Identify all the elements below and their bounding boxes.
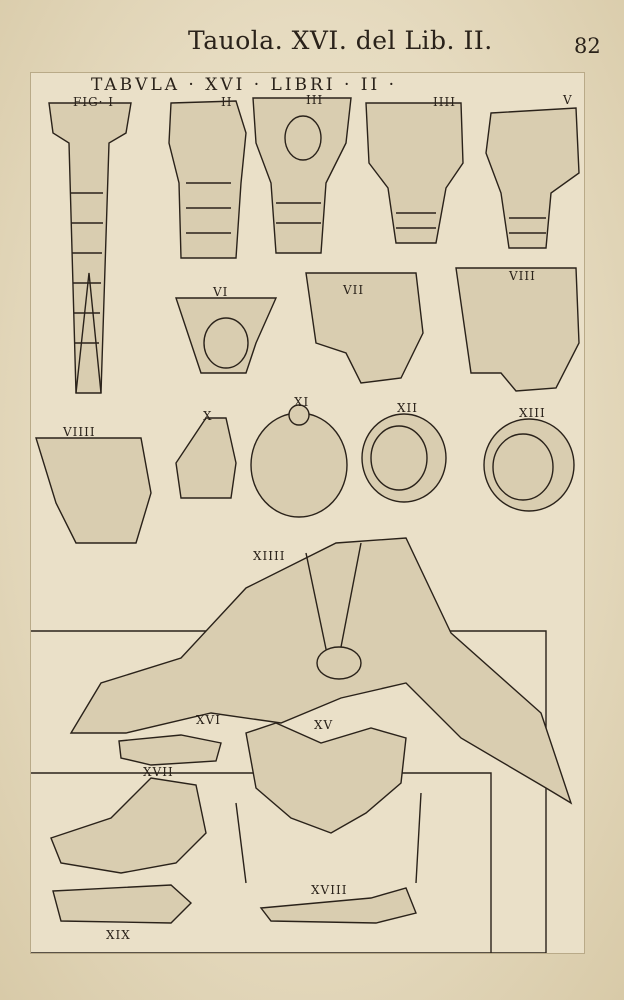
- fig9-larynx-view: [36, 438, 151, 543]
- figure-label-12: XII: [397, 401, 419, 415]
- figure-label-10: X: [203, 409, 213, 423]
- fig6-larynx-view: [176, 298, 276, 373]
- figure-label-13: XIII: [519, 406, 546, 420]
- anatomical-plate: [30, 72, 585, 954]
- plate-title: TABVLA · XVI · LIBRI · II ·: [91, 75, 398, 95]
- fig7-larynx-view: [306, 273, 423, 383]
- fig11-larynx-view: [251, 405, 347, 517]
- fig4-larynx: [366, 103, 463, 243]
- figure-label-9: VIIII: [63, 425, 96, 439]
- figure-label-17: XVII: [143, 765, 174, 779]
- fig5-larynx: [486, 108, 579, 248]
- figure-label-19: XIX: [106, 928, 131, 942]
- fig16-small-organ: [119, 735, 221, 765]
- figure-label-18: XVIII: [311, 883, 348, 897]
- page-number: 82: [574, 34, 601, 58]
- figure-label-11: XI: [294, 395, 310, 409]
- plate-engraving: [31, 73, 584, 953]
- figure-label-3: III: [306, 93, 324, 107]
- fig17-gland: [51, 778, 206, 873]
- figure-label-6: VI: [213, 285, 229, 299]
- fig10-larynx-view: [176, 418, 236, 498]
- running-title: Tauola. XVI. del Lib. II.: [188, 26, 493, 55]
- figure-label-1: FIG· I: [73, 95, 115, 109]
- fig19-organ: [53, 885, 191, 923]
- figure-label-15: XV: [314, 718, 334, 732]
- fig13-cartilage-ring: [484, 419, 574, 511]
- figure-label-7: VII: [343, 283, 365, 297]
- figure-label-8: VIII: [509, 269, 536, 283]
- figure-label-4: IIII: [433, 95, 456, 109]
- fig3-larynx: [253, 98, 351, 253]
- fig8-larynx-view: [456, 268, 579, 391]
- fig15-hyoid-tongue: [236, 723, 421, 883]
- figure-label-2: II: [221, 95, 233, 109]
- figure-label-16: XVI: [196, 713, 221, 727]
- fig1-larynx-trachea: [49, 103, 131, 393]
- fig12-cartilage-ring: [362, 414, 446, 502]
- figure-label-5: V: [563, 93, 573, 107]
- fig2-larynx: [169, 101, 246, 258]
- figure-label-14: XIIII: [253, 549, 286, 563]
